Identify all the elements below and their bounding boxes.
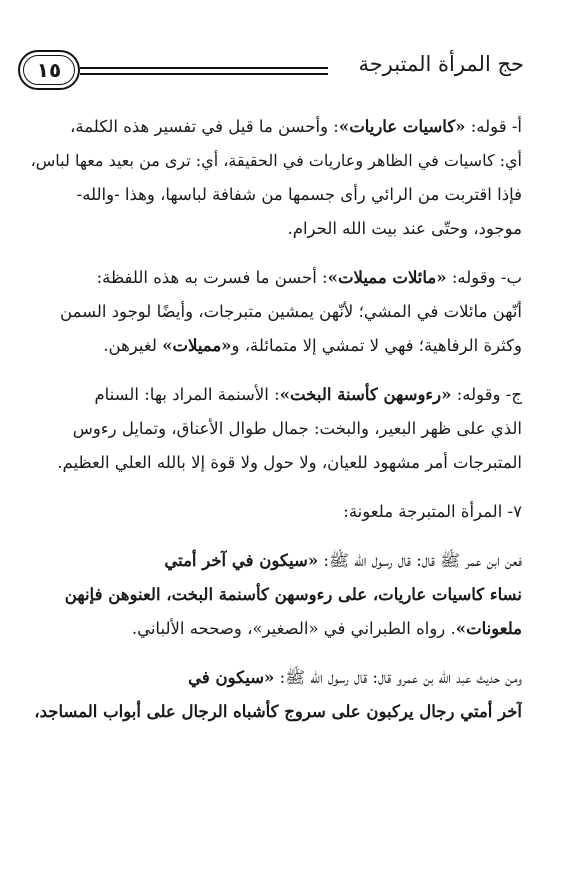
text-line	[20, 378, 522, 412]
text-span: أي: كاسيات في الظاهر وعاريات في الحقيقة، أي: ترى من بعيد معها لباس،	[30, 151, 522, 170]
paragraph	[20, 261, 522, 363]
text-span: ج- وقوله:	[451, 385, 522, 404]
text-line	[20, 295, 522, 329]
page-header	[14, 46, 524, 102]
text-span: أنّهن مائلات في المشي؛ لأنّهن يمشين متبرجات، وأيضًا لوجود السمن	[60, 302, 522, 321]
text-line	[20, 578, 522, 612]
text-span: الذي على ظهر البعير، والبخت: جمال طوال الأعناق، وتمايل رءوس	[72, 419, 522, 438]
text-line	[20, 695, 522, 729]
text-line	[20, 144, 522, 178]
text-span: لغيرهن.	[103, 336, 163, 355]
text-span: ب- وقوله:	[446, 268, 522, 287]
paragraph-gap	[20, 480, 522, 495]
text-span: . رواه الطبراني في «الصغير»، وصححه الألباني.	[131, 619, 456, 638]
bold-text-span: «سيكون في آخر أمتي	[164, 551, 319, 570]
paragraph-gap	[20, 246, 522, 261]
paragraph-gap	[20, 646, 522, 661]
bold-text-span: «رءوسهن كأسنة البخت»	[279, 385, 452, 404]
text-span: ومن حديث عبد الله بن عمرو قال: قال رسول الله ﷺ:	[274, 668, 522, 687]
text-line	[20, 446, 522, 480]
text-line	[20, 212, 522, 246]
bold-text-span: «سيكون في	[188, 668, 275, 687]
text-span: المتبرجات أمر مشهود للعيان، ولا حول ولا قوة إلا بالله العلي العظيم.	[57, 453, 522, 472]
text-line	[20, 612, 522, 646]
paragraph	[20, 378, 522, 480]
text-span: : وأحسن ما قيل في تفسير هذه الكلمة،	[70, 117, 339, 136]
page-number: ١٥	[36, 58, 62, 82]
text-line	[20, 544, 522, 578]
paragraph	[20, 495, 522, 529]
paragraph-gap	[20, 529, 522, 544]
text-span: أ- قوله:	[465, 117, 522, 136]
header-rule	[80, 67, 328, 69]
text-span: : الأسنمة المراد بها: السنام	[94, 385, 280, 404]
running-title: حج المرأة المتبرجة	[358, 52, 524, 76]
text-span: موجود، وحتّى عند بيت الله الحرام.	[287, 219, 522, 238]
text-line	[20, 661, 522, 695]
text-span: وكثرة الرفاهية؛ فهي لا تمشي إلا متمائلة، و	[231, 336, 522, 355]
bold-text-span: «مميلات»	[162, 336, 232, 355]
paragraph	[20, 661, 522, 729]
text-span: فإذا اقتربت من الرائي رأى جسمها من شفافة لباسها، وهذا -والله-	[76, 185, 522, 204]
text-line	[20, 110, 522, 144]
paragraph	[20, 110, 522, 246]
paragraph-gap	[20, 363, 522, 378]
text-span: فعن ابن عمر ﷺ قال: قال رسول الله ﷺ:	[318, 551, 522, 570]
bold-text-span: ملعونات»	[455, 619, 522, 638]
body-text	[20, 110, 522, 729]
text-line	[20, 495, 522, 529]
bold-text-span: «مائلات مميلات»	[327, 268, 447, 287]
text-line	[20, 178, 522, 212]
text-span: ٧- المرأة المتبرجة ملعونة:	[343, 502, 522, 521]
bold-text-span: آخر أمتي رجال يركبون على سروج كأشباه الرجال على أبواب المساجد،	[34, 702, 522, 721]
text-span: : أحسن ما فسرت به هذه اللفظة:	[96, 268, 328, 287]
text-line	[20, 412, 522, 446]
text-line	[20, 261, 522, 295]
header-rule	[80, 73, 328, 75]
paragraph	[20, 544, 522, 646]
page-number-badge	[18, 50, 80, 90]
bold-text-span: «كاسيات عاريات»	[338, 117, 466, 136]
text-line	[20, 329, 522, 363]
bold-text-span: نساء كاسيات عاريات، على رءوسهن كأسنمة البخت، العنوهن فإنهن	[64, 585, 522, 604]
